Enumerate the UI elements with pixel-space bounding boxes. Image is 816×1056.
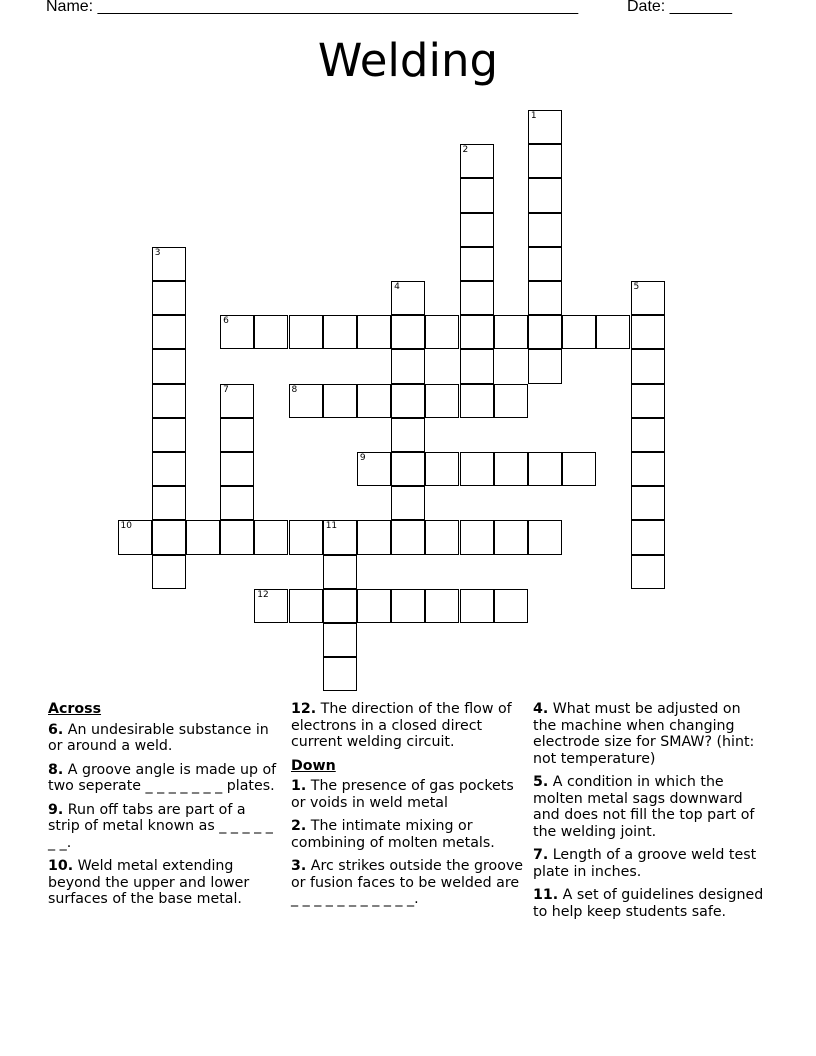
- name-field[interactable]: Name: ______________________________________________________: [46, 0, 579, 15]
- grid-cell[interactable]: [631, 315, 665, 349]
- cell-number: 5: [633, 282, 640, 292]
- clue-down-2: 2. The intimate mixing or combining of molten metals.: [291, 818, 495, 851]
- grid-cell[interactable]: [152, 452, 186, 486]
- grid-cell[interactable]: [152, 247, 186, 281]
- grid-cell[interactable]: [494, 384, 528, 418]
- down-heading: Down: [291, 757, 336, 774]
- grid-cell[interactable]: [152, 520, 186, 554]
- grid-cell[interactable]: [528, 520, 562, 554]
- grid-cell[interactable]: [460, 315, 494, 349]
- across-heading: Across: [48, 701, 102, 717]
- grid-cell[interactable]: [631, 555, 665, 589]
- grid-cell[interactable]: [254, 589, 288, 623]
- grid-cell[interactable]: [152, 349, 186, 383]
- grid-cell[interactable]: [391, 315, 425, 349]
- grid-cell[interactable]: [220, 384, 254, 418]
- grid-cell[interactable]: [425, 589, 459, 623]
- grid-cell[interactable]: [631, 520, 665, 554]
- grid-cell[interactable]: [289, 520, 323, 554]
- grid-cell[interactable]: [494, 315, 528, 349]
- grid-cell[interactable]: [631, 486, 665, 520]
- grid-cell[interactable]: [528, 349, 562, 383]
- grid-cell[interactable]: [152, 384, 186, 418]
- grid-cell[interactable]: [494, 452, 528, 486]
- grid-cell[interactable]: [528, 452, 562, 486]
- clue-down-3: 3. Arc strikes outside the groove or fusion faces to be welded are _ _ _ _ _ _ _ _ _ _ _.: [291, 858, 523, 907]
- grid-cell[interactable]: [528, 110, 562, 144]
- grid-cell[interactable]: [323, 520, 357, 554]
- grid-cell[interactable]: [391, 452, 425, 486]
- cell-number: 6: [223, 316, 229, 327]
- grid-cell[interactable]: [357, 520, 391, 554]
- clue-down-1: 1. The presence of gas pockets or voids in weld metal: [291, 778, 514, 811]
- grid-cell[interactable]: [220, 486, 254, 520]
- grid-cell[interactable]: [289, 315, 323, 349]
- grid-cell[interactable]: [528, 144, 562, 178]
- grid-cell[interactable]: [460, 213, 494, 247]
- grid-cell[interactable]: [425, 520, 459, 554]
- grid-cell[interactable]: [357, 452, 391, 486]
- grid-cell[interactable]: [460, 144, 494, 178]
- clue-across-10: 10. Weld metal extending beyond the upper and lower surfaces of the base metal.: [48, 858, 250, 907]
- grid-cell[interactable]: [391, 384, 425, 418]
- cell-number: 2: [462, 145, 469, 156]
- grid-cell[interactable]: [391, 486, 425, 520]
- cell-number: 8: [291, 384, 298, 395]
- grid-cell[interactable]: [391, 281, 425, 315]
- clue-across-12: 12. The direction of the flow of electrons in a closed direct current welding circuit.: [291, 701, 512, 750]
- grid-cell[interactable]: [391, 589, 425, 623]
- grid-cell[interactable]: [631, 418, 665, 452]
- grid-cell[interactable]: [562, 315, 596, 349]
- clue-down-7: 7. Length of a groove weld test plate in inches.: [533, 847, 757, 880]
- grid-cell[interactable]: [152, 315, 186, 349]
- grid-cell[interactable]: [391, 418, 425, 452]
- grid-cell[interactable]: [220, 452, 254, 486]
- grid-cell[interactable]: [152, 281, 186, 315]
- cell-number: 11: [325, 521, 338, 532]
- clue-down-5: 5. A condition in which the molten metal sags downward and does not fill the top part of the welding joint.: [533, 774, 755, 840]
- clues-column-2: [291, 701, 523, 915]
- grid-cell[interactable]: [631, 349, 665, 383]
- grid-cell[interactable]: [425, 315, 459, 349]
- grid-cell[interactable]: [460, 384, 494, 418]
- grid-cell[interactable]: [460, 247, 494, 281]
- grid-cell[interactable]: [289, 589, 323, 623]
- clue-down-11: 11. A set of guidelines designed to help keep students safe.: [533, 887, 764, 920]
- clue-down-4: 4. What must be adjusted on the machine when changing electrode size for SMAW? (hint: not temperature): [533, 701, 755, 767]
- grid-cell[interactable]: [254, 315, 288, 349]
- grid-cell[interactable]: [152, 555, 186, 589]
- grid-cell[interactable]: [152, 486, 186, 520]
- puzzle-title: Welding: [317, 34, 499, 87]
- grid-cell[interactable]: [425, 452, 459, 486]
- grid-cell[interactable]: [528, 213, 562, 247]
- grid-cell[interactable]: [460, 349, 494, 383]
- grid-cell[interactable]: [460, 281, 494, 315]
- grid-cell[interactable]: [528, 281, 562, 315]
- grid-cell[interactable]: [254, 520, 288, 554]
- grid-cell[interactable]: [323, 315, 357, 349]
- cell-number: 7: [223, 384, 229, 395]
- grid-cell[interactable]: [323, 623, 357, 657]
- clues-column-1: [48, 701, 280, 915]
- date-field[interactable]: Date: _______: [627, 0, 732, 15]
- cell-number: 12: [257, 589, 269, 600]
- clue-across-8: 8. A groove angle is made up of two seperate _ _ _ _ _ _ _ plates.: [48, 761, 277, 794]
- grid-cell[interactable]: [562, 452, 596, 486]
- grid-cell[interactable]: [460, 589, 494, 623]
- grid-cell[interactable]: [391, 520, 425, 554]
- grid-cell[interactable]: [494, 589, 528, 623]
- grid-cell[interactable]: [460, 452, 494, 486]
- grid-cell[interactable]: [323, 384, 357, 418]
- grid-cell[interactable]: [220, 315, 254, 349]
- clues-column-3: [533, 701, 765, 927]
- grid-cell[interactable]: [323, 589, 357, 623]
- grid-cell[interactable]: [391, 349, 425, 383]
- grid-cell[interactable]: [220, 418, 254, 452]
- grid-cell[interactable]: [631, 384, 665, 418]
- grid-cell[interactable]: [357, 315, 391, 349]
- grid-cell[interactable]: [460, 178, 494, 212]
- cell-number: 10: [120, 521, 132, 532]
- grid-cell[interactable]: [323, 555, 357, 589]
- grid-cell[interactable]: [118, 520, 152, 554]
- grid-cell[interactable]: [323, 657, 357, 691]
- cell-number: 3: [154, 247, 161, 258]
- grid-cell[interactable]: [357, 384, 391, 418]
- grid-cell[interactable]: [460, 520, 494, 554]
- grid-cell[interactable]: [528, 178, 562, 212]
- grid-cell[interactable]: [289, 384, 323, 418]
- cell-number: 4: [394, 282, 400, 292]
- grid-cell[interactable]: [596, 315, 630, 349]
- grid-cell[interactable]: [631, 452, 665, 486]
- grid-cell[interactable]: [186, 520, 220, 554]
- grid-cell[interactable]: [220, 520, 254, 554]
- grid-cell[interactable]: [357, 589, 391, 623]
- grid-cell[interactable]: [494, 520, 528, 554]
- grid-cell[interactable]: [528, 247, 562, 281]
- clue-across-6: 6. An undesirable substance in or around a weld.: [48, 721, 269, 754]
- grid-cell[interactable]: [152, 418, 186, 452]
- cell-number: 1: [530, 111, 537, 121]
- grid-cell[interactable]: [425, 384, 459, 418]
- grid-cell[interactable]: [528, 315, 562, 349]
- cell-number: 9: [359, 453, 366, 463]
- grid-cell[interactable]: [631, 281, 665, 315]
- clue-across-9: 9. Run off tabs are part of a strip of metal known as _ _ _ _ _ _ _.: [48, 801, 273, 851]
